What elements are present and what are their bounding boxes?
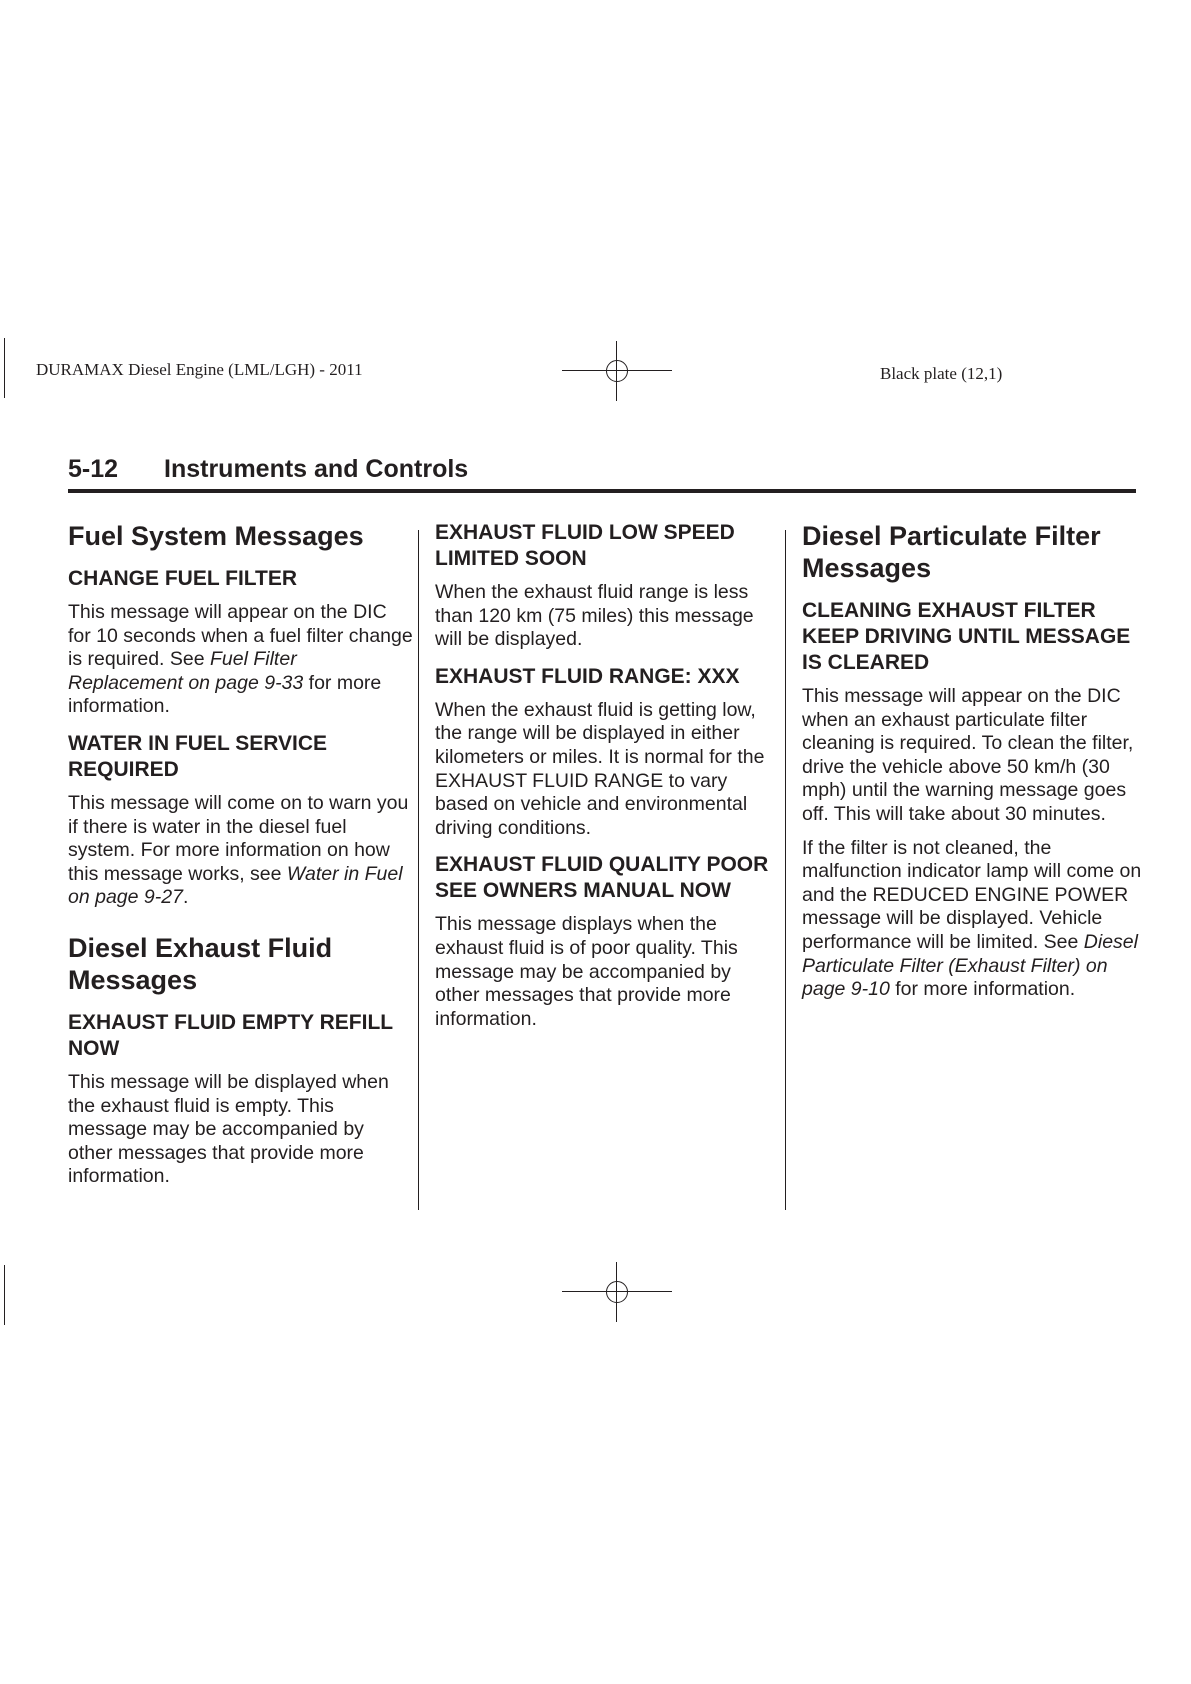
paragraph-water-in-fuel: This message will come on to warn you if there is water in the diesel fuel system. For more information on how this message works, see Water in Fuel on page 9-27. <box>68 791 409 909</box>
heading-diesel-particulate-filter-messages: Diesel Particulate Filter Messages <box>802 521 1101 583</box>
header-rule <box>68 489 1136 493</box>
heading-exhaust-fluid-range: EXHAUST FLUID RANGE: XXX <box>435 664 740 688</box>
ref-water-in-fuel[interactable]: Water in Fuel on page 9-27 <box>68 862 403 909</box>
section-title: Instruments and Controls <box>164 455 469 483</box>
crop-mark-bottom-left <box>4 1265 5 1325</box>
heading-diesel-exhaust-fluid-messages: Diesel Exhaust Fluid Messages <box>68 932 333 995</box>
ref-diesel-particulate-filter[interactable]: Diesel Particulate Filter (Exhaust Filter) on page 9-10 <box>802 930 1138 1001</box>
registration-mark-bottom <box>562 1262 672 1322</box>
heading-water-in-fuel: WATER IN FUEL SERVICE REQUIRED <box>68 731 328 781</box>
column-divider-1 <box>418 530 419 1210</box>
print-slug-left: DURAMAX Diesel Engine (LML/LGH) - 2011 <box>36 360 363 379</box>
crop-mark-top-left <box>4 338 5 398</box>
heading-exhaust-fluid-empty: EXHAUST FLUID EMPTY REFILL NOW <box>68 1010 393 1060</box>
paragraph-exhaust-fluid-range: When the exhaust fluid is getting low, the range will be displayed in either kilometers or miles. It is normal for the EXHAUST FLUID RANGE to vary based on vehicle and environmental driving conditions. <box>435 698 765 839</box>
registration-mark-top <box>562 341 672 401</box>
paragraph-exhaust-fluid-empty: This message will be displayed when the exhaust fluid is empty. This message may be accompanied by other messages that provide more information. <box>68 1070 389 1188</box>
page-number: 5-12 <box>68 455 119 483</box>
heading-exhaust-fluid-quality: EXHAUST FLUID QUALITY POOR SEE OWNERS MANUAL NOW <box>435 853 769 903</box>
paragraph-exhaust-fluid-quality: This message displays when the exhaust fluid is of poor quality. This message may be accompanied by other messages that provide more information. <box>435 913 738 1030</box>
column-divider-2 <box>785 530 786 1210</box>
paragraph-exhaust-fluid-low-speed: When the exhaust fluid range is less than 120 km (75 miles) this message will be displayed. <box>435 581 754 651</box>
paragraph-change-fuel-filter: This message will appear on the DIC for 10 seconds when a fuel filter change is required. See Fuel Filter Replacement on page 9-33 for more information. <box>68 601 413 718</box>
print-slug-right: Black plate (12,1) <box>880 364 1003 383</box>
column-1 <box>68 520 413 1199</box>
paragraph-cleaning-exhaust-filter-1: This message will appear on the DIC when an exhaust particulate filter cleaning is required. To clean the filter, drive the vehicle above 50 km/h (30 mph) until the warning message goes off. This will take about 30 minutes. <box>802 685 1134 825</box>
column-2 <box>435 520 780 1041</box>
ref-fuel-filter-replacement[interactable]: Fuel Filter Replacement on page 9-33 <box>68 648 304 694</box>
heading-exhaust-fluid-low-speed: EXHAUST FLUID LOW SPEED LIMITED SOON <box>435 521 735 570</box>
heading-cleaning-exhaust-filter: CLEANING EXHAUST FILTER KEEP DRIVING UNTIL MESSAGE IS CLEARED <box>802 599 1131 674</box>
column-3 <box>802 520 1147 1012</box>
heading-fuel-system-messages: Fuel System Messages <box>68 521 364 551</box>
paragraph-cleaning-exhaust-filter-2: If the filter is not cleaned, the malfunction indicator lamp will come on and the REDUCED ENGINE POWER message will be displayed. Vehicle performance will be limited. See Diesel Particulate Filter (Exhaust Filter) on page 9-10 for more information. <box>802 836 1142 1001</box>
heading-change-fuel-filter: CHANGE FUEL FILTER <box>68 567 298 590</box>
page-header <box>68 455 1136 493</box>
